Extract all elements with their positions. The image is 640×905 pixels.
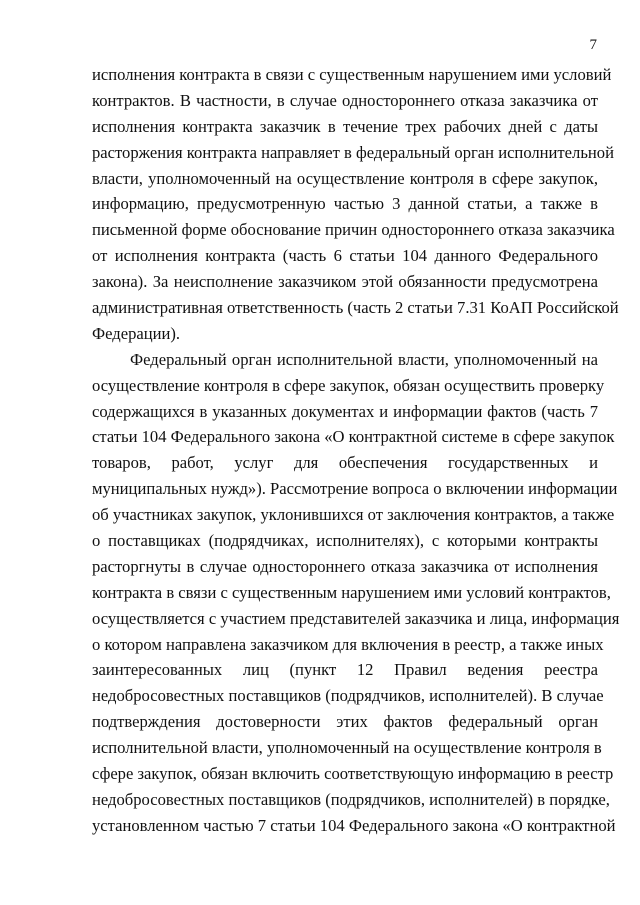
text-line: недобросовестных поставщиков (подрядчиков, исполнителей) в порядке, (92, 789, 610, 809)
text-line: контракта в связи с существенным нарушением ими условий контрактов, (92, 582, 611, 602)
text-line: подтверждения достоверности этих фактов федеральный орган (92, 712, 598, 732)
text-line: контрактов. В частности, в случае одностороннего отказа заказчика от (92, 90, 598, 110)
text-line: товаров, работ, услуг для обеспечения государственных и (92, 453, 598, 473)
text-line: исполнительной власти, уполномоченный на осуществление контроля в (92, 738, 602, 758)
text-line: расторжения контракта направляет в федеральный орган исполнительной (92, 142, 614, 162)
text-line: от исполнения контракта (часть 6 статьи 104 данного Федерального (92, 246, 598, 266)
text-line: статьи 104 Федерального закона «О контрактной системе в сфере закупок (92, 427, 615, 447)
page-number: 7 (589, 37, 597, 53)
text-line: об участниках закупок, уклонившихся от заключения контрактов, а также (92, 505, 615, 525)
paragraph-2 (92, 347, 620, 839)
text-line: осуществляется с участием представителей заказчика и лица, информация (92, 608, 620, 628)
text-line: информацию, предусмотренную частью 3 данной статьи, а также в (92, 194, 598, 214)
text-line: Федеральный орган исполнительной власти, уполномоченный на (130, 349, 598, 369)
text-line: заинтересованных лиц (пункт 12 Правил ведения реестра (92, 660, 598, 680)
text-line: установленном частью 7 статьи 104 Федерального закона «О контрактной (92, 815, 616, 835)
text-line: осуществление контроля в сфере закупок, обязан осуществить проверку (92, 375, 605, 395)
text-line: закона). За неисполнение заказчиком этой обязанности предусмотрена (92, 272, 598, 292)
text-line: сфере закупок, обязан включить соответствующую информацию в реестр (92, 764, 614, 784)
text-line: муниципальных нужд»). Рассмотрение вопроса о включении информации (92, 479, 618, 499)
text-line: недобросовестных поставщиков (подрядчиков, исполнителей). В случае (92, 686, 604, 706)
text-line: исполнения контракта заказчик в течение трех рабочих дней с даты (92, 116, 598, 136)
text-line: о котором направлена заказчиком для включения в реестр, а также иных (92, 634, 604, 654)
text-line: административная ответственность (часть 2 статьи 7.31 КоАП Российской (92, 298, 619, 318)
text-line: письменной форме обоснование причин одностороннего отказа заказчика (92, 220, 615, 240)
document-body (92, 62, 620, 839)
text-line: исполнения контракта в связи с существенным нарушением ими условий (92, 65, 612, 84)
text-line: содержащихся в указанных документах и информации фактов (часть 7 (92, 401, 598, 421)
text-line: власти, уполномоченный на осуществление контроля в сфере закупок, (92, 168, 598, 188)
text-line: о поставщиках (подрядчиках, исполнителях), с которыми контракты (92, 531, 598, 551)
text-line: расторгнуты в случае одностороннего отказа заказчика от исполнения (92, 556, 598, 576)
text-line: Федерации). (92, 323, 181, 343)
paragraph-1 (92, 62, 619, 347)
